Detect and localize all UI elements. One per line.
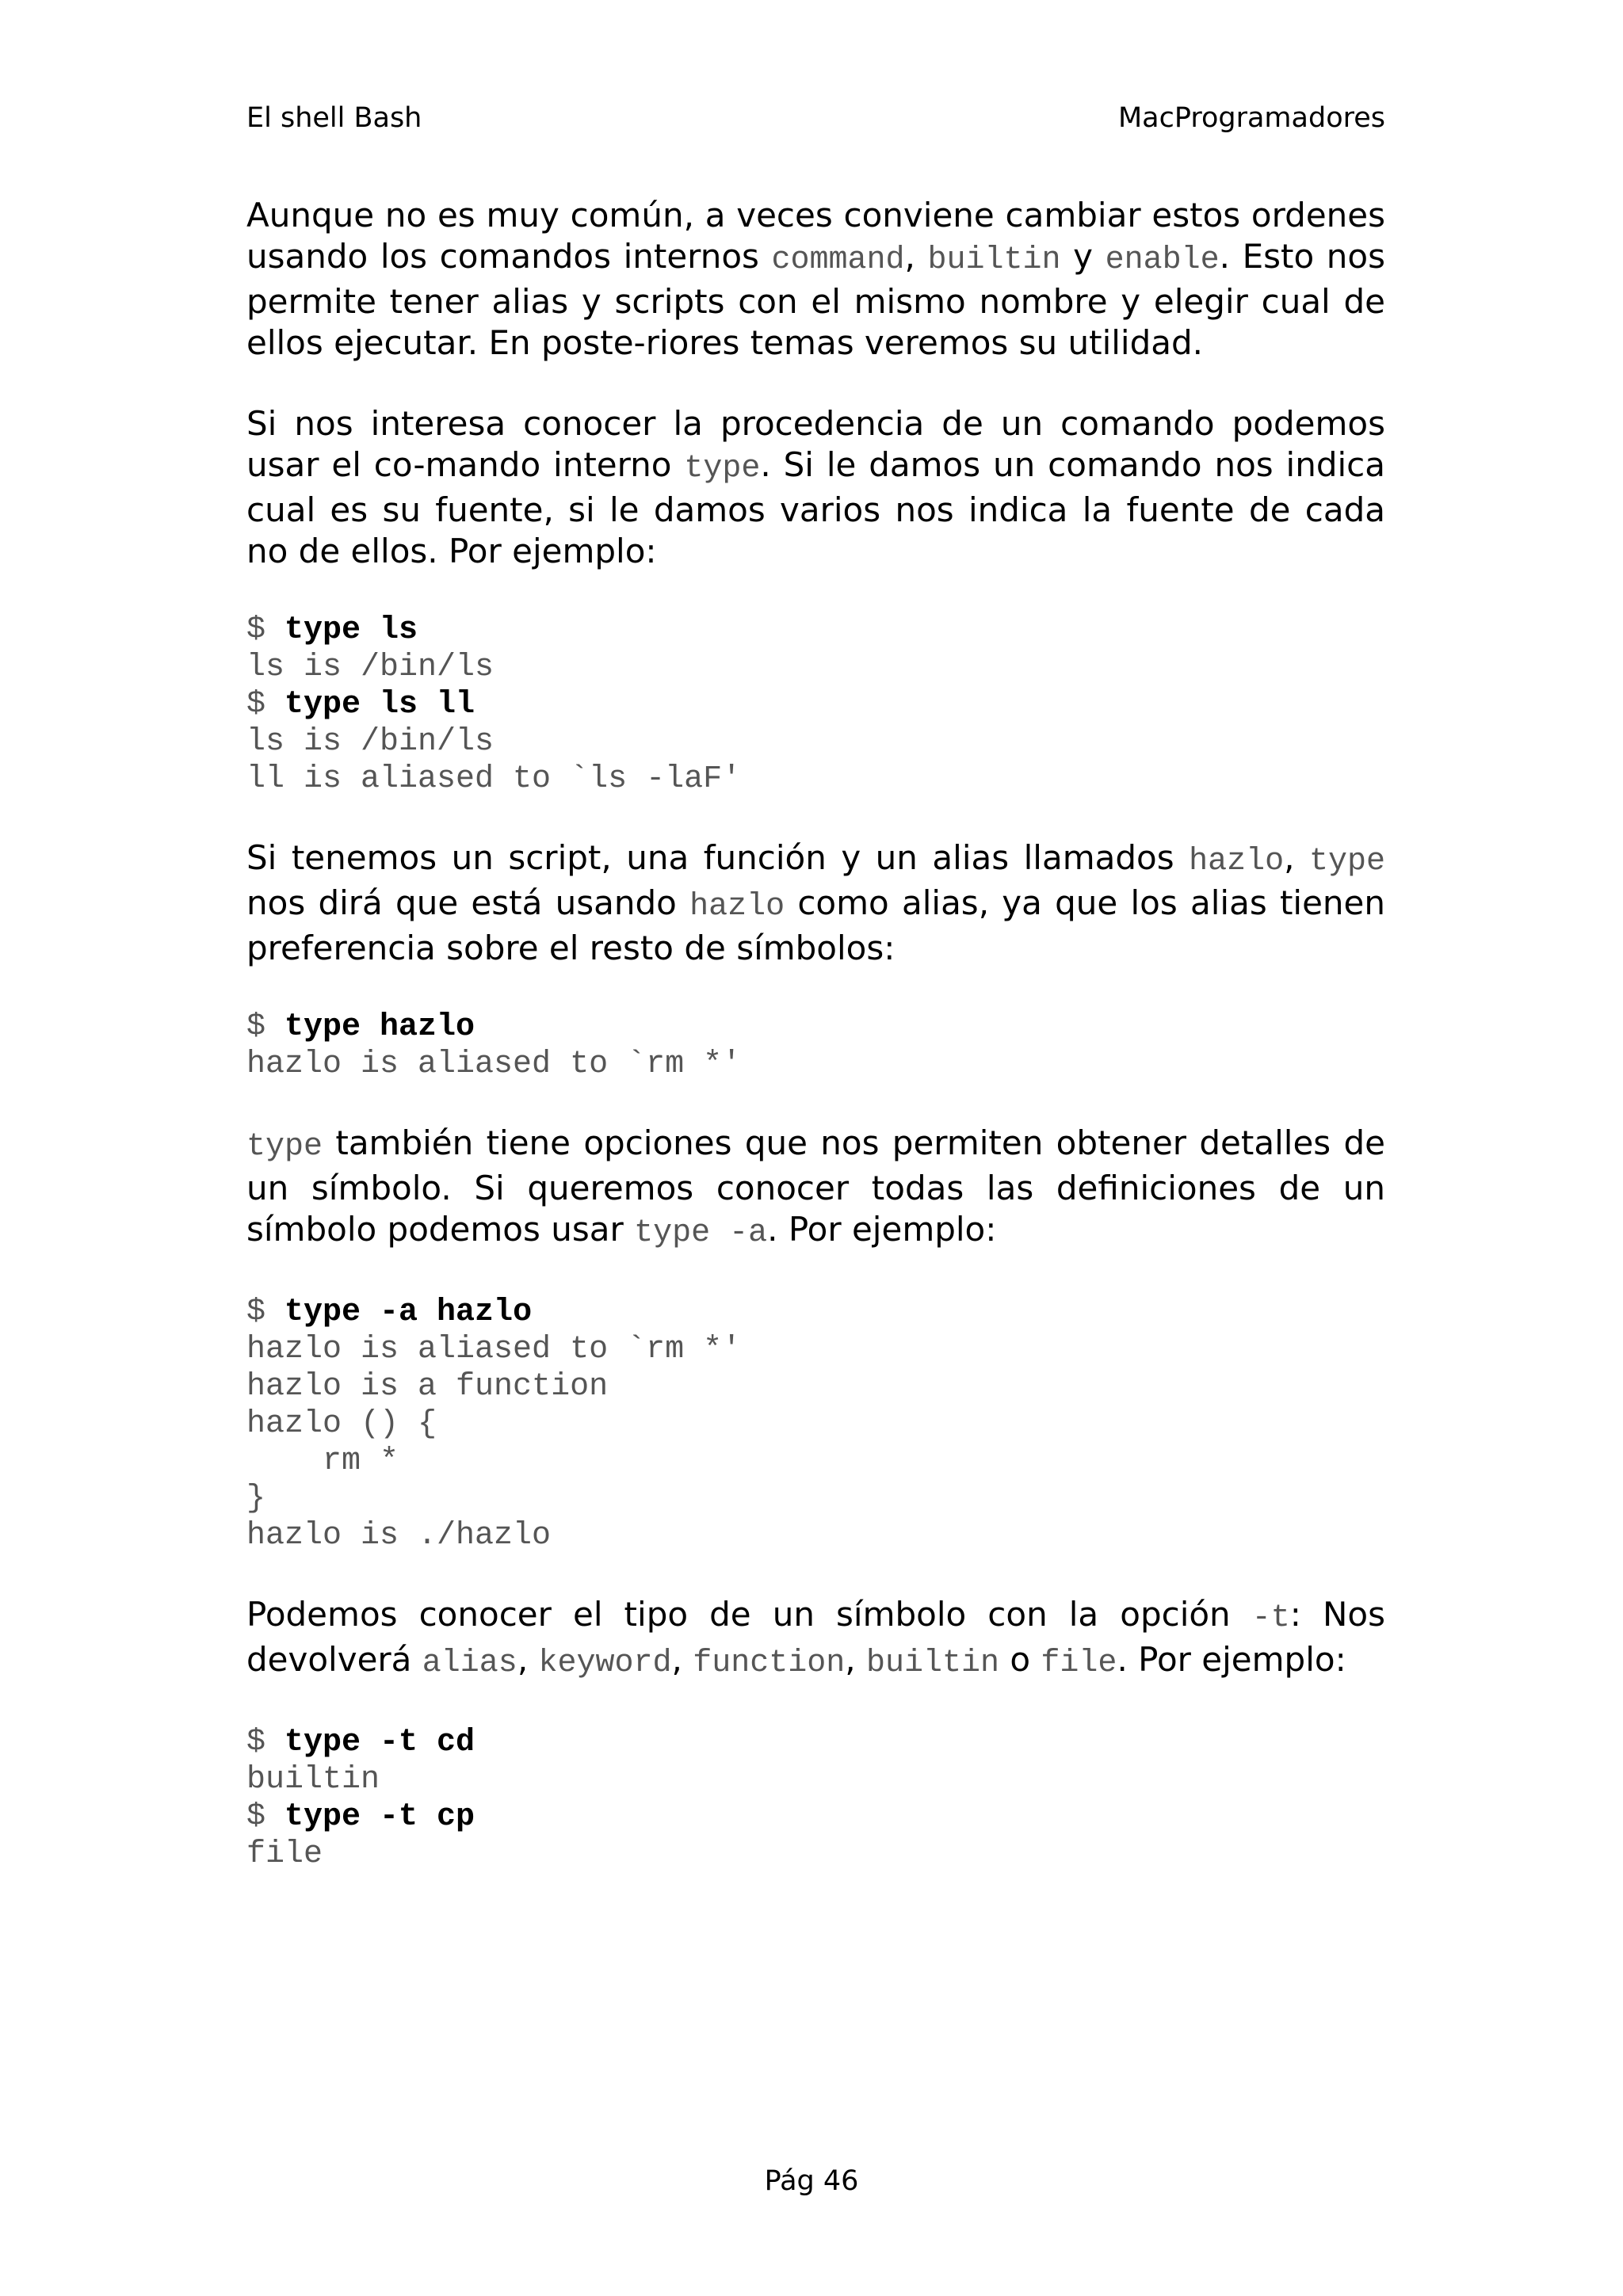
code-line: hazlo () {	[246, 1406, 437, 1442]
prompt: $	[246, 687, 285, 723]
command: type -t cd	[285, 1725, 475, 1760]
inline-code: type	[246, 1129, 323, 1165]
code-line: file	[246, 1836, 323, 1872]
paragraph-2	[246, 403, 1385, 572]
command: type -a hazlo	[285, 1295, 533, 1330]
paragraph-5	[246, 1594, 1385, 1684]
header-left-title: El shell Bash	[246, 102, 422, 134]
paragraph-3	[246, 837, 1385, 969]
text: . Si le damos un comando nos indica cual es su fuente, si le damos varios nos indica la fuente de cada no de ellos. Por ejemplo:	[246, 445, 1385, 570]
inline-code: type -a	[634, 1215, 768, 1251]
command: type ls	[285, 612, 418, 648]
inline-code: type	[1308, 844, 1385, 879]
command: type hazlo	[285, 1009, 475, 1045]
code-line: hazlo is a function	[246, 1369, 609, 1405]
prompt: $	[246, 1295, 285, 1330]
code-line	[246, 1724, 1385, 1761]
text: Si nos interesa conocer la procedencia de un comando podemos usar el co-mando interno	[246, 404, 1385, 484]
code-block-1	[246, 612, 1385, 798]
command: type ls ll	[285, 687, 475, 723]
inline-code: enable	[1105, 242, 1220, 278]
inline-code: builtin	[865, 1646, 1000, 1681]
paragraph-4	[246, 1123, 1385, 1254]
inline-code: -t	[1251, 1600, 1290, 1636]
code-line	[246, 1294, 1385, 1331]
header-right-title: MacProgramadores	[1117, 102, 1385, 134]
text: ,	[904, 237, 928, 276]
code-line: ls is /bin/ls	[246, 724, 495, 760]
page-header	[246, 98, 1385, 138]
text: y	[1060, 237, 1106, 276]
code-line	[246, 612, 1385, 649]
text: Si tenemos un script, una función y un alias llamados	[246, 838, 1190, 877]
code-line: }	[246, 1481, 266, 1516]
code-line: ls is /bin/ls	[246, 650, 495, 685]
prompt: $	[246, 1009, 285, 1045]
text: ,	[1284, 838, 1309, 877]
paragraph-1	[246, 195, 1385, 364]
inline-code: alias	[422, 1646, 517, 1681]
code-line	[246, 1798, 1385, 1836]
text: también tiene opciones que nos permiten obtener detalles de un símbolo. Si queremos conocer todas las definiciones de un símbolo podemos usar	[246, 1123, 1385, 1249]
text: Podemos conocer el tipo de un símbolo con la opción	[246, 1595, 1252, 1634]
prompt: $	[246, 1725, 285, 1760]
inline-code: type	[684, 451, 761, 486]
code-line	[246, 1009, 1385, 1046]
inline-code: command	[771, 242, 905, 278]
code-line	[246, 686, 1385, 723]
text: . Por ejemplo:	[767, 1210, 997, 1249]
code-line: hazlo is ./hazlo	[246, 1518, 552, 1554]
code-line: rm *	[246, 1444, 399, 1479]
text: como alias, ya que los alias tienen preferencia sobre el resto de símbolos:	[246, 883, 1386, 967]
code-block-4	[246, 1724, 1385, 1873]
code-line: builtin	[246, 1762, 380, 1798]
code-line: ll is aliased to `ls -laF'	[246, 761, 742, 797]
inline-code: file	[1041, 1646, 1117, 1681]
code-line: hazlo is aliased to `rm *'	[246, 1047, 742, 1082]
text: . Esto nos permite tener alias y scripts con el mismo nombre y elegir cual de ellos ejecutar. En poste-riores temas veremos su utilidad.	[246, 237, 1386, 362]
text: ,	[517, 1640, 539, 1679]
code-line: hazlo is aliased to `rm *'	[246, 1332, 742, 1367]
text: . Por ejemplo:	[1117, 1640, 1346, 1679]
text: Aunque no es muy común, a veces conviene cambiar estos ordenes usando los comandos internos	[246, 196, 1385, 276]
command: type -t cp	[285, 1799, 475, 1835]
page-number: Pág 46	[764, 2165, 859, 2197]
text: nos dirá que está usando	[246, 883, 690, 922]
code-block-2	[246, 1009, 1385, 1083]
code-block-3	[246, 1294, 1385, 1554]
text: o	[999, 1640, 1041, 1679]
page-content	[246, 195, 1385, 1873]
inline-code: builtin	[927, 242, 1061, 278]
inline-code: keyword	[538, 1646, 672, 1681]
inline-code: function	[693, 1646, 846, 1681]
inline-code: hazlo	[1189, 844, 1285, 879]
text: ,	[671, 1640, 693, 1679]
prompt: $	[246, 612, 285, 648]
text: : Nos devolverá	[246, 1595, 1386, 1679]
text: ,	[845, 1640, 866, 1679]
inline-code: hazlo	[689, 889, 785, 925]
prompt: $	[246, 1799, 285, 1835]
